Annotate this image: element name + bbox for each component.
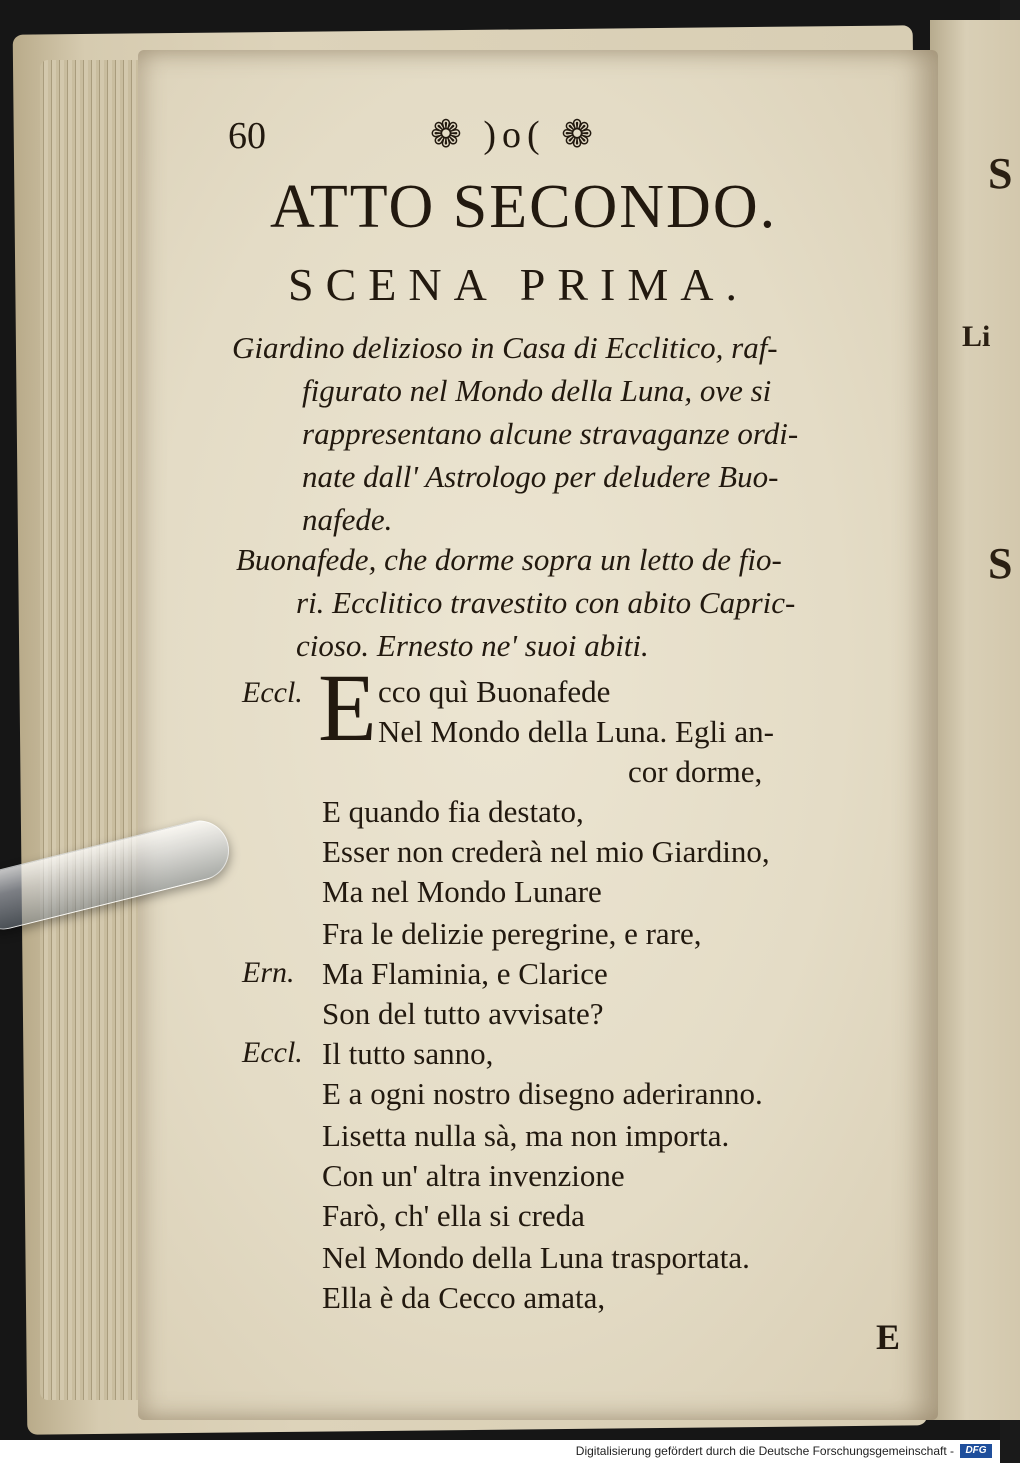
speaker-label: Eccl. xyxy=(242,676,303,709)
verse-line: Son del tutto avvisate? xyxy=(322,996,604,1031)
stage-line: nate dall' Astrologo per deludere Buo- xyxy=(302,459,779,494)
verse-line: Nel Mondo della Luna trasportata. xyxy=(322,1240,750,1275)
next-page xyxy=(930,20,1020,1420)
verse-line: Con un' altra invenzione xyxy=(322,1158,625,1193)
verse-line: Ma Flaminia, e Clarice xyxy=(322,956,608,991)
verse-line: Fra le delizie peregrine, e rare, xyxy=(322,916,702,951)
page-edges xyxy=(40,60,150,1400)
act-title: ATTO SECONDO. xyxy=(270,173,778,241)
next-page-letter: S xyxy=(988,539,1013,588)
catchword: E xyxy=(876,1317,901,1357)
verse-line: Farò, ch' ella si creda xyxy=(322,1198,585,1233)
next-page-letter: Li xyxy=(962,320,991,353)
verse-line: Esser non crederà nel mio Giardino, xyxy=(322,834,770,869)
stage-line: Giardino delizioso in Casa di Ecclitico, raf- xyxy=(232,330,778,365)
stage-line: rappresentano alcune stravaganze ordi- xyxy=(302,416,799,451)
stage-line: nafede. xyxy=(302,502,393,537)
next-page-letter: S xyxy=(988,149,1013,198)
stage-line: ri. Ecclitico travestito con abito Capric- xyxy=(296,585,796,620)
verse-line: Nel Mondo della Luna. Egli an- xyxy=(378,714,775,749)
verse-line: cor dorme, xyxy=(628,754,763,789)
funding-credit: Digitalisierung gefördert durch die Deutsche Forschungsgemeinschaft - xyxy=(575,1444,954,1458)
stage-line: cioso. Ernesto ne' suoi abiti. xyxy=(296,628,649,663)
verse-line: E quando fia destato, xyxy=(322,794,584,829)
verse-line: Ma nel Mondo Lunare xyxy=(322,874,602,909)
drop-cap: E xyxy=(318,654,377,761)
speaker-label: Ern. xyxy=(242,956,295,989)
header-ornament: ❁ )o( ❁ xyxy=(430,114,599,156)
verse-line: Lisetta nulla sà, ma non importa. xyxy=(322,1118,730,1153)
page-number: 60 xyxy=(228,115,266,157)
dfg-logo-icon: DFG xyxy=(960,1444,992,1458)
footer-bar xyxy=(0,1440,1000,1463)
verse-line: E a ogni nostro disegno aderiranno. xyxy=(322,1076,763,1111)
scene-title: SCENA PRIMA. xyxy=(288,259,749,310)
stage-direction-characters xyxy=(236,538,896,667)
verse-line: cco quì Buonafede xyxy=(378,674,611,709)
verse-line: Il tutto sanno, xyxy=(322,1036,494,1071)
verse-line: Ella è da Cecco amata, xyxy=(322,1280,606,1315)
stage-line: Buonafede, che dorme sopra un letto de fio- xyxy=(236,542,782,577)
stage-line: figurato nel Mondo della Luna, ove si xyxy=(302,373,772,408)
stage-direction-setting xyxy=(232,326,892,541)
speaker-label: Eccl. xyxy=(242,1036,303,1069)
